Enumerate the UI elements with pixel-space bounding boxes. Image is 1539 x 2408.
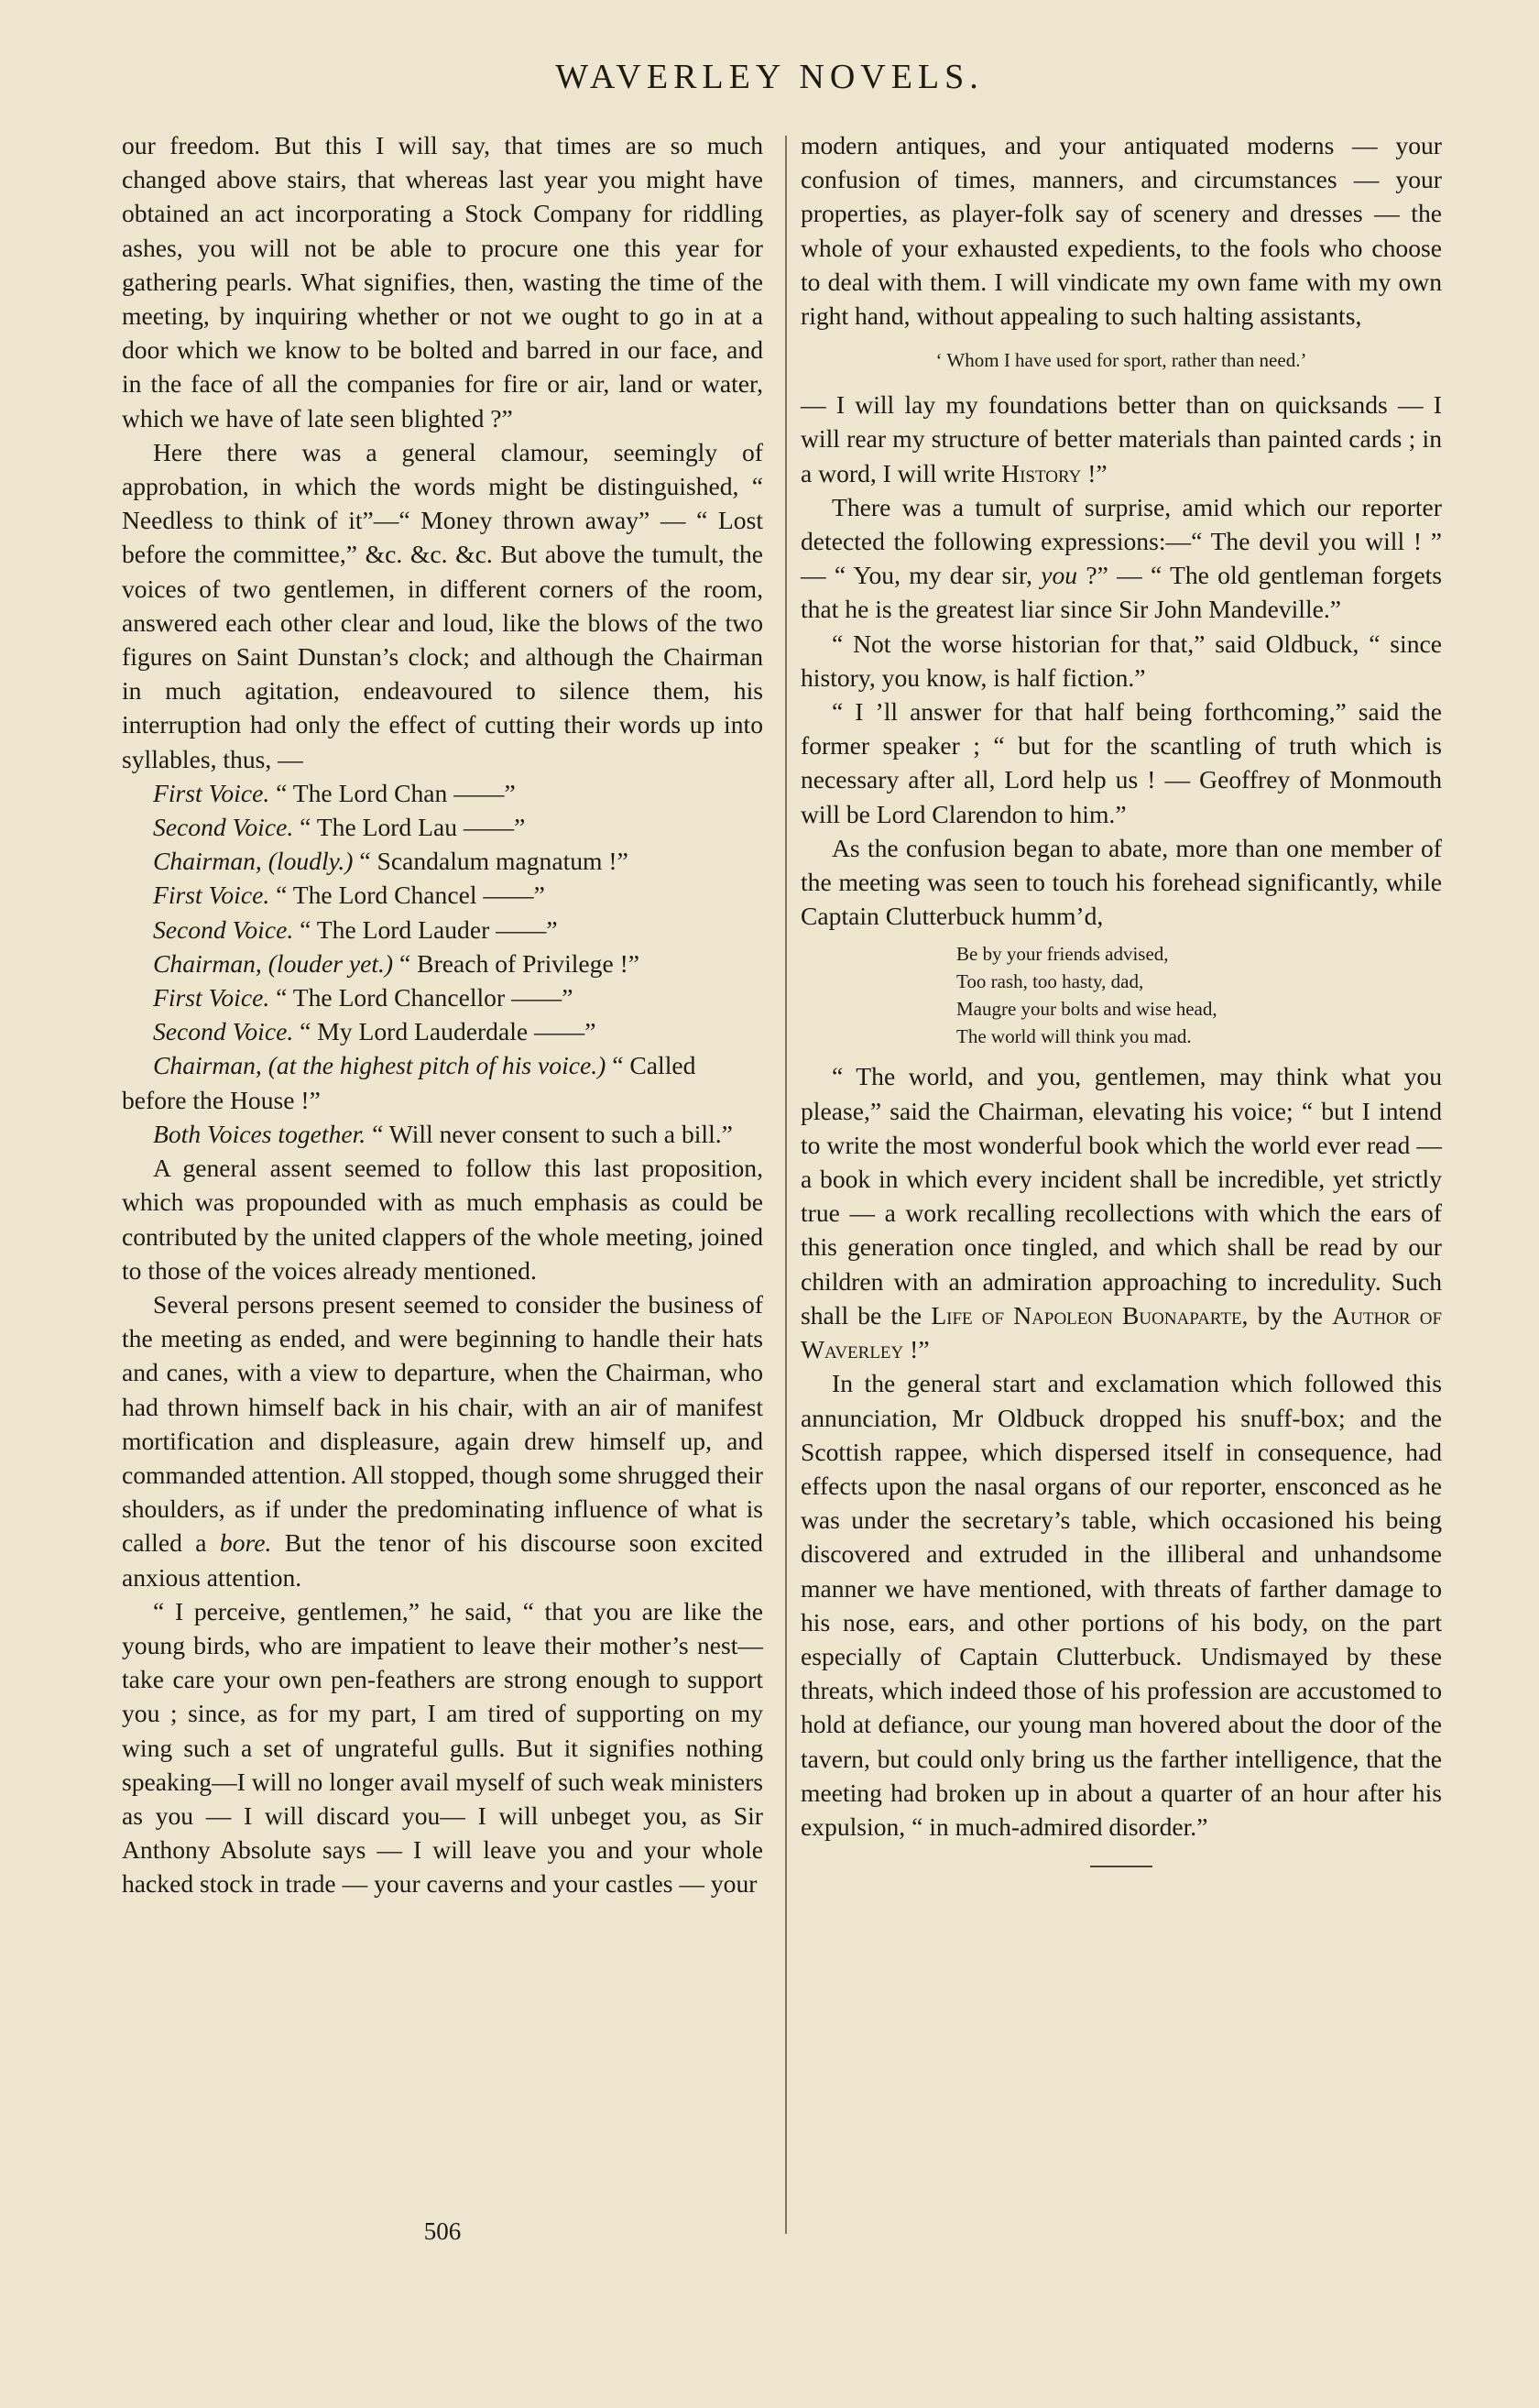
speaker-label: First Voice. — [153, 778, 270, 807]
running-header: WAVERLEY NOVELS. — [555, 58, 984, 96]
small-caps-title: Life of Napoleon Buonaparte, — [931, 1300, 1249, 1330]
speaker-label: Chairman, (at the highest pitch of his voice.) — [153, 1051, 606, 1080]
speaker-label: Both Voices together. — [153, 1119, 366, 1148]
paragraph-text: — I will lay my foundations better than on quicksands — I will rear my structure of better materials than painted cards ; in a word, I will write — [801, 390, 1442, 487]
dialogue-line — [122, 980, 763, 1014]
paragraph-text: ?” — “ The old gentleman forgets that he is the greatest liar since Sir John Mandeville.” — [801, 561, 1442, 624]
spoken-text: “ Called before the House !” — [122, 1051, 696, 1114]
paragraph — [801, 1059, 1442, 1366]
emphasis-word: you — [1041, 561, 1078, 590]
paragraph-text: !” — [910, 1335, 930, 1364]
spoken-text: “ The Lord Chancel ——” — [276, 881, 545, 910]
section-end-rule — [1090, 1866, 1152, 1867]
emphasis-word: bore. — [219, 1528, 272, 1558]
dialogue-block — [122, 776, 763, 1151]
dialogue-line — [122, 1014, 763, 1048]
paragraph — [801, 388, 1442, 490]
paragraph — [122, 1287, 763, 1594]
paragraph: A general assent seemed to follow this last proposition, which was propounded with as much emphasis as could be contributed by the united clappers of the whole meeting, joined to those of the voices already mentioned. — [122, 1154, 763, 1285]
paragraph: In the general start and exclamation which followed this annunciation, Mr Oldbuck dropped his snuff-box; and the Scottish rappee, which dispersed itself in consequence, had effects upon the nasal organs of our reporter, ensconced as he was under the secretary’s table, which occasioned his being discovered and extruded in the illiberal and unhandsome manner we have mentioned, with threats of farther damage to his nose, ears, and other portions of his body, on the part especially of Captain Clutterbuck. Undismayed by these threats, which indeed those of his profession are accustomed to hold at defiance, our young man hovered about the door of the tavern, but could only bring us the farther intelligence, that the meeting had broken up in about a quarter of an hour after his expulsion, “ in much-admired disorder.” — [801, 1369, 1442, 1841]
spoken-text: “ Will never consent to such a bill.” — [372, 1119, 733, 1148]
verse-line: Maugre your bolts and wise head, — [956, 998, 1217, 1021]
speaker-label: First Voice. — [153, 983, 270, 1012]
paragraph-text: !” — [1087, 458, 1108, 487]
paragraph: As the confusion began to abate, more than one member of the meeting was seen to touch his forehead significantly, while Captain Clutterbuck humm’d, — [801, 833, 1442, 931]
speaker-label: Second Voice. — [153, 813, 294, 842]
left-column — [122, 128, 763, 1901]
small-caps-word: History — [1001, 458, 1082, 487]
paragraph: Here there was a general clamour, seemingly of approbation, in which the words might be distinguished, “ Needless to think of it”—“ Money thrown away” — “ Lost before the committee,” &c. &c. &c. But above the tumult, the voices of two gentlemen, in different corners of the room, answered each other clear and loud, like the blows of the two figures on Saint Dunstan’s clock; and although the Chairman in much agitation, endeavoured to silence them, his interruption had only the effect of cutting their words up into syllables, thus, — — [122, 437, 763, 773]
page-number: 506 — [423, 2217, 462, 2245]
speaker-label: Chairman, (loudly.) — [153, 847, 354, 876]
paragraph: our freedom. But this I will say, that times are so much changed above stairs, that whereas last year you might have obtained an act incorporating a Stock Company for riddling ashes, you will not be able to procure one this year for gathering pearls. What signifies, then, wasting the time of the meeting, by inquiring whether or not we ought to go in at a door which we know to be bolted and barred in our face, and in the face of all the companies for fire or air, land or water, which we have of late seen blighted ?” — [122, 131, 763, 432]
small-caps-title: Author of Waverley — [801, 1300, 1443, 1364]
speaker-label: Chairman, (louder yet.) — [153, 948, 394, 978]
verse-line: The world will think you mad. — [956, 1025, 1192, 1048]
dialogue-line — [122, 878, 763, 912]
speaker-label: Second Voice. — [153, 1017, 294, 1046]
speaker-label: First Voice. — [153, 881, 270, 910]
speaker-label: Second Voice. — [153, 914, 294, 944]
column-divider — [785, 136, 787, 2234]
paragraph: “ I ’ll answer for that half being forthcoming,” said the former speaker ; “ but for the scantling of truth which is necessary after all, Lord help us ! — Geoffrey of Monmouth will be Lord Clarendon to him.” — [801, 697, 1442, 828]
verse-line: Too rash, too hasty, dad, — [956, 970, 1144, 993]
spoken-text: “ Breach of Privilege !” — [399, 948, 640, 978]
dialogue-line — [122, 913, 763, 947]
spoken-text: “ The Lord Lauder ——” — [300, 914, 558, 944]
dialogue-line — [122, 810, 763, 844]
paragraph: “ Not the worse historian for that,” said Oldbuck, “ since history, you know, is half fiction.” — [801, 629, 1442, 692]
paragraph-text: Several persons present seemed to consider the business of the meeting as ended, and were beginning to handle their hats and canes, with a view to departure, when the Chairman, who had thrown himself back in his chair, with an air of manifest mortification and displeasure, again drew himself up, and commanded attention. All stopped, though some shrugged their shoulders, as if under the predominating influence of what is called a — [122, 1289, 763, 1558]
spoken-text: “ The Lord Chan ——” — [276, 778, 516, 807]
verse-line: Be by your friends advised, — [956, 943, 1169, 966]
dialogue-line — [122, 1117, 763, 1151]
paragraph: “ I perceive, gentlemen,” he said, “ that you are like the young birds, who are impatient to leave their mother’s nest—take care your own pen-feathers are strong enough to support you ; since, as for my part, I am tired of supporting on my wing such a set of ungrateful gulls. But it signifies nothing speaking—I will no longer avail myself of such weak ministers as you — I will discard you— I will unbeget you, as Sir Anthony Absolute says — I will leave you and your whole hacked stock in trade — your caverns and your castles — your — [122, 1596, 763, 1899]
spoken-text: “ My Lord Lauderdale ——” — [300, 1017, 596, 1046]
dialogue-line — [122, 947, 763, 980]
dialogue-line — [122, 776, 763, 810]
paragraph — [801, 490, 1442, 627]
verse-block — [956, 940, 1442, 1050]
spoken-text: “ The Lord Chancellor ——” — [276, 983, 573, 1012]
dialogue-line — [122, 1048, 763, 1116]
quoted-epigraph: ‘ Whom I have used for sport, rather than need.’ — [935, 349, 1307, 372]
paragraph-text: by the — [1257, 1300, 1324, 1330]
dialogue-line — [122, 844, 763, 878]
paragraph-text: “ The world, and you, gentlemen, may think what you please,” said the Chairman, elevating his voice; “ but I intend to write the most wonderful book which the world ever read — a book in which every incident shall be incredible, yet strictly true — a work recalling recollections with which the ears of this generation once tingled, and which shall be read by our children with an admiration approaching to incredulity. Such shall be the — [801, 1062, 1442, 1330]
paragraph-text: There was a tumult of surprise, amid which our reporter detected the following expressions:—“ The devil you will ! ” — “ You, my dear sir, — [801, 492, 1442, 590]
paragraph-text: But the tenor of his discourse soon excited anxious attention. — [122, 1528, 763, 1592]
spoken-text: “ Scandalum magnatum !” — [359, 847, 628, 876]
spoken-text: “ The Lord Lau ——” — [300, 813, 526, 842]
paragraph: modern antiques, and your antiquated moderns — your confusion of times, manners, and circumstances — your properties, as player-folk say of scenery and dresses — the whole of your exhausted expedients, to the fools who choose to deal with them. I will vindicate my own fame with my own right hand, without appealing to such halting assistants, — [801, 131, 1442, 331]
right-column — [801, 128, 1442, 1867]
